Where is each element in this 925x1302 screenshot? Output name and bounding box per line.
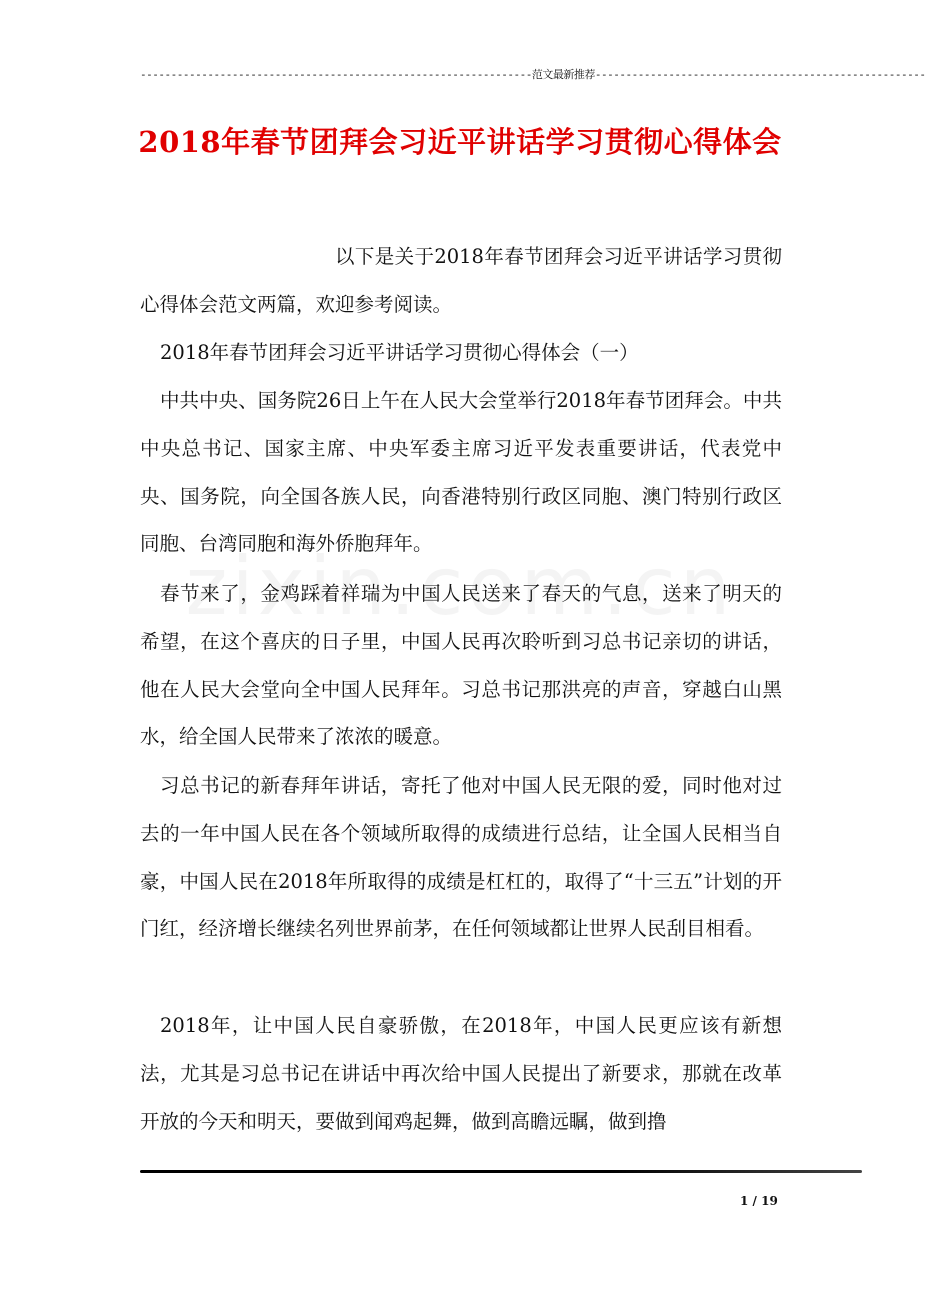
page-number: 1 / 19 [740,1194,778,1208]
section-heading: 2018年春节团拜会习近平讲话学习贯彻心得体会（一） [160,341,639,364]
body-paragraph: 春节来了，金鸡踩着祥瑞为中国人民送来了春天的气息，送来了明天的希望，在这个喜庆的日子里，中国人民再次聆听到习总书记亲切的讲话，他在人民大会堂向全中国人民拜年。习总书记那洪亮的声音，穿越白山黑水，给全国人民带来了浓浓的暖意。 [140,582,782,749]
body-paragraph: 习总书记的新春拜年讲话，寄托了他对中国人民无限的爱，同时他对过去的一年中国人民在各个领域所取得的成绩进行总结，让全国人民相当自豪，中国人民在2018年所取得的成绩是杠杠的，取得了“十三五”计划的开门红，经济增长继续名列世界前茅，在任何领域都让世界人民刮目相看。 [140,774,782,941]
document-title: 2018年春节团拜会习近平讲话学习贯彻心得体会 [138,125,782,159]
header-banner: ----------------------------------------------------------------范文最新推荐------------------------------------------------------ [140,68,925,81]
body-paragraph: 2018年，让中国人民自豪骄傲，在2018年，中国人民更应该有新想法，尤其是习总书记在讲话中再次给中国人民提出了新要求，那就在改革开放的今天和明天，要做到闻鸡起舞，做到高瞻远瞩，做到撸 [140,1014,782,1133]
footer-divider [140,1170,862,1173]
body-paragraph: 中共中央、国务院26日上午在人民大会堂举行2018年春节团拜会。中共中央总书记、国家主席、中央军委主席习近平发表重要讲话，代表党中央、国务院，向全国各族人民，向香港特别行政区同胞、澳门特别行政区同胞、台湾同胞和海外侨胞拜年。 [140,389,782,556]
intro-paragraph: 以下是关于2018年春节团拜会习近平讲话学习贯彻心得体会范文两篇，欢迎参考阅读。 [140,245,782,316]
